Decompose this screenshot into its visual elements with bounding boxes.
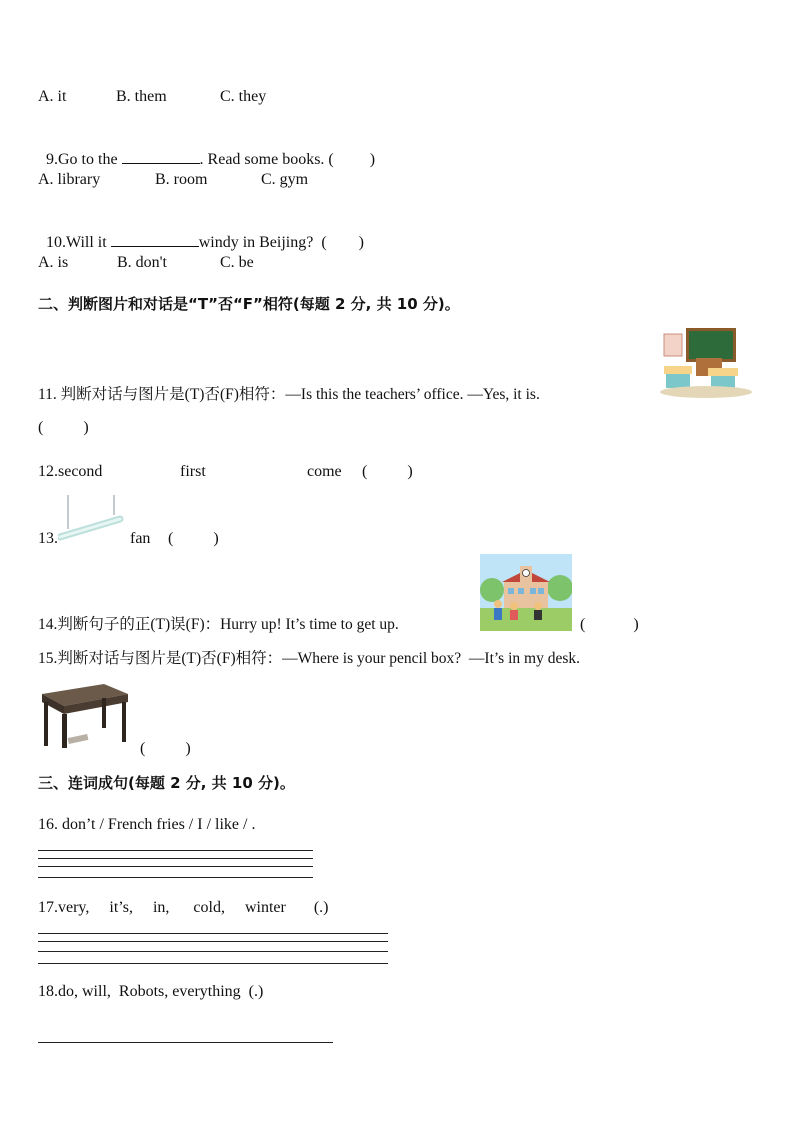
q10-close: )	[358, 234, 364, 251]
q16-write-line-1[interactable]	[38, 850, 313, 851]
q10-option-b: B. don't	[117, 254, 167, 271]
q17-write-line-1[interactable]	[38, 933, 388, 934]
q10-option-a: A. is	[38, 254, 69, 271]
q17-write-line-3[interactable]	[38, 951, 388, 952]
q13-number: 13.	[38, 530, 58, 547]
q17-write-line-4[interactable]	[38, 963, 388, 964]
q12-answer-paren[interactable]: ( )	[362, 463, 413, 480]
question-18: 18.do, will, Robots, everything (.)	[38, 983, 264, 1000]
q11-answer-paren[interactable]: ( )	[38, 419, 89, 436]
q9-blank[interactable]	[122, 149, 200, 164]
q18-write-line[interactable]	[38, 1042, 333, 1043]
fluorescent-lamp-picture	[58, 495, 124, 543]
q12-word-2: first	[180, 463, 206, 480]
q16-write-line-3[interactable]	[38, 866, 313, 867]
question-11: 11. 判断对话与图片是(T)否(F)相符：—Is this the teachers’ office. —Yes, it is.	[38, 386, 540, 403]
q17-write-line-2[interactable]	[38, 941, 388, 942]
q8-option-c: C. they	[220, 88, 267, 105]
desk-with-pencil-box-picture	[38, 680, 130, 750]
q9-option-b: B. room	[155, 171, 208, 188]
q10-blank[interactable]	[111, 232, 199, 247]
q9-suffix: . Read some books. (	[199, 151, 334, 168]
q9-prefix: 9.Go to the	[46, 151, 122, 168]
q9-close: )	[369, 151, 376, 168]
q16-write-line-2[interactable]	[38, 858, 313, 859]
q10-prefix: 10.Will it	[46, 234, 111, 251]
question-17: 17.very, it’s, in, cold, winter (.)	[38, 899, 329, 916]
q13-answer-paren[interactable]: ( )	[168, 530, 219, 547]
question-14: 14.判断句子的正(T)误(F)：Hurry up! It’s time to get up.	[38, 616, 399, 633]
q8-option-b: B. them	[116, 88, 167, 105]
q10-suffix: windy in Beijing? (	[198, 234, 327, 251]
question-9	[38, 129, 375, 170]
q14-answer-paren[interactable]: ( )	[580, 616, 639, 633]
q10-option-c: C. be	[220, 254, 254, 271]
q12-word-3: come	[307, 463, 342, 480]
section-2-title: 二、判断图片和对话是“T”否“F”相符(每题 2 分, 共 10 分)。	[38, 295, 460, 313]
question-15: 15.判断对话与图片是(T)否(F)相符：—Where is your pencil box? —It’s in my desk.	[38, 650, 580, 667]
question-10	[38, 212, 364, 253]
q9-option-a: A. library	[38, 171, 101, 188]
q9-option-c: C. gym	[261, 171, 309, 188]
q13-word: fan	[130, 530, 151, 547]
q8-option-a: A. it	[38, 88, 67, 105]
classroom-picture	[656, 326, 754, 400]
q12-word-1: 12.second	[38, 463, 103, 480]
school-children-picture	[480, 554, 572, 631]
q15-answer-paren[interactable]: ( )	[140, 740, 191, 757]
question-16: 16. don’t / French fries / I / like / .	[38, 816, 256, 833]
section-3-title: 三、连词成句(每题 2 分, 共 10 分)。	[38, 774, 295, 792]
q16-write-line-4[interactable]	[38, 877, 313, 878]
